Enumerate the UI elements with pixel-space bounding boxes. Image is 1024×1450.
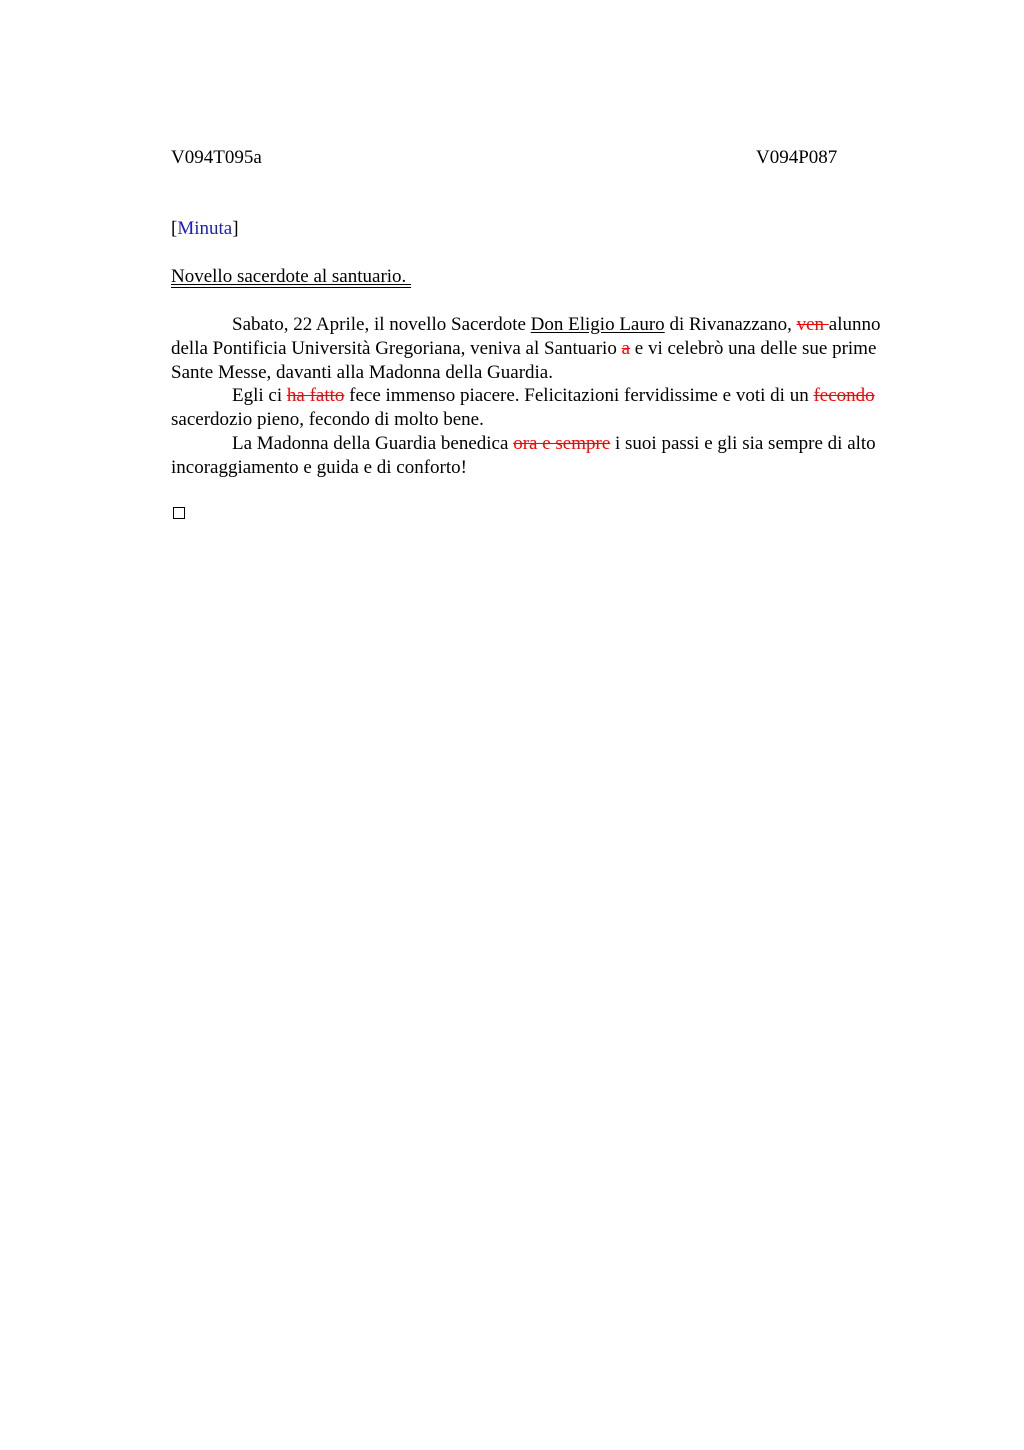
document-page — [171, 0, 916, 1450]
deleted-text-ven: ven — [796, 314, 829, 335]
paragraph-3 — [171, 432, 916, 480]
paragraph-2 — [171, 384, 916, 432]
deleted-text-a: a — [621, 337, 631, 359]
minuta-label — [171, 218, 239, 240]
document-title: Novello sacerdote al santuario. — [171, 266, 412, 287]
paragraph-3-text-b: i suoi passi e gli sia sempre di alto incoraggiamento e guida e di conforto! — [171, 432, 876, 478]
priest-name: Don Eligio Lauro — [530, 314, 665, 335]
paragraph-2-text-b: fece immenso piacere. Felicitazioni fervidissime e voti di un — [344, 385, 814, 407]
deleted-text-fecondo: fecondo — [813, 385, 875, 407]
document-code-left: V094T095a — [171, 147, 262, 168]
deleted-text-ora-e-sempre: ora e sempre — [513, 432, 611, 454]
empty-square-icon — [173, 507, 185, 519]
paragraph-1 — [171, 313, 916, 384]
paragraph-2-text-c: sacerdozio pieno, fecondo di molto bene. — [171, 409, 484, 431]
minuta-open-bracket: [ — [171, 218, 178, 239]
minuta-word: Minuta — [177, 218, 233, 239]
paragraph-1-text-c: alunno della Pontificia Università Gregoriana, veniva al Santuario — [171, 314, 881, 359]
paragraph-1-text-a: Sabato, 22 Aprile, il novello Sacerdote — [232, 314, 531, 335]
document-body — [171, 313, 916, 480]
deleted-text-ha-fatto: ha fatto — [286, 385, 345, 407]
paragraph-3-text-a: La Madonna della Guardia benedica — [232, 432, 514, 454]
minuta-close-bracket: ] — [232, 218, 239, 239]
document-code-right: V094P087 — [756, 147, 838, 168]
paragraph-1-text-d: e vi celebrò una delle sue prime Sante Messe, davanti alla Madonna della Guardia. — [171, 337, 877, 383]
paragraph-2-text-a: Egli ci — [232, 385, 287, 407]
paragraph-1-text-b: di Rivanazzano, — [664, 314, 797, 335]
